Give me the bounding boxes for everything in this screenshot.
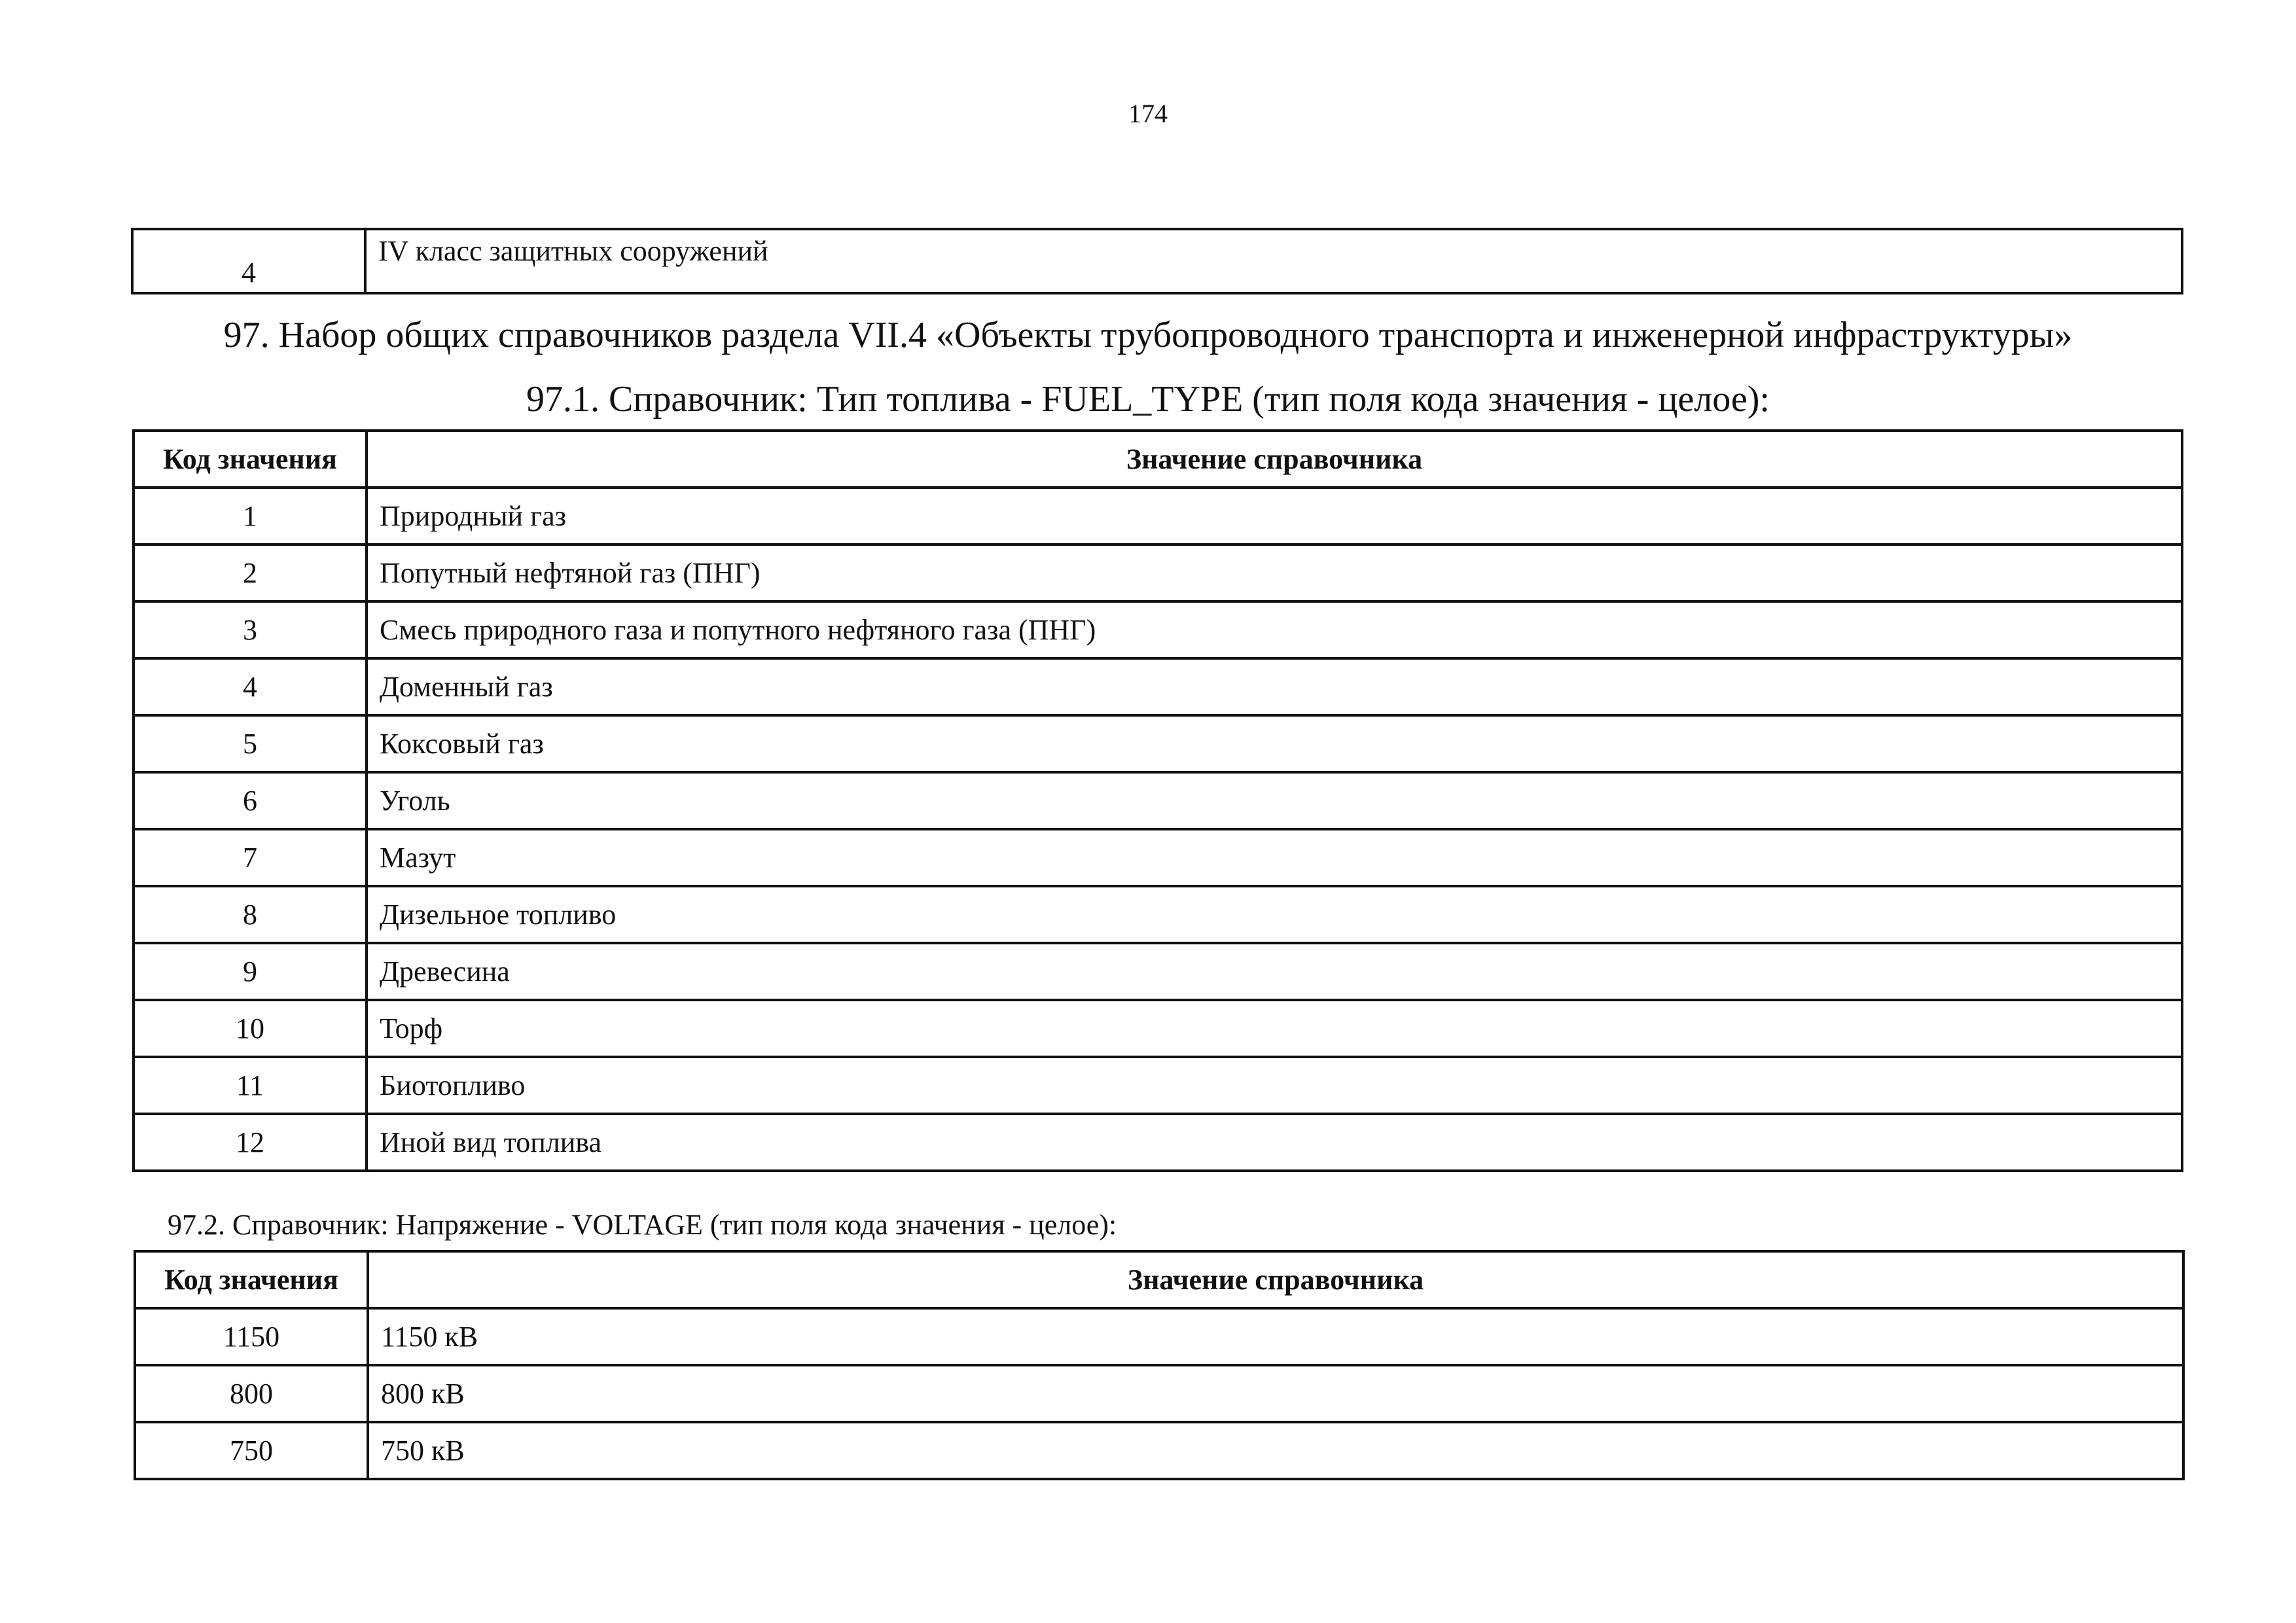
table-row — [135, 1365, 2183, 1422]
voltage-title: 97.2. Справочник: Напряжение - VOLTAGE (тип поля кода значения - целое): — [168, 1209, 1117, 1241]
value-cell: Иной вид топлива — [367, 1114, 2182, 1171]
table-row — [134, 658, 2182, 715]
table-row — [134, 1057, 2182, 1114]
table-row — [134, 601, 2182, 658]
code-cell: 750 — [135, 1422, 368, 1479]
value-cell: Биотопливо — [367, 1057, 2182, 1114]
header-code: Код значения — [135, 1251, 368, 1308]
value-cell: 750 кВ — [368, 1422, 2183, 1479]
header-value: Значение справочника — [368, 1251, 2183, 1308]
code-cell: 1 — [134, 488, 367, 544]
header-value: Значение справочника — [367, 431, 2182, 488]
value-cell: IV класс защитных сооружений — [365, 229, 2182, 293]
voltage-table — [134, 1250, 2185, 1480]
table-row — [135, 1422, 2183, 1479]
table-header-row — [135, 1251, 2183, 1308]
code-cell: 11 — [134, 1057, 367, 1114]
header-code: Код значения — [134, 431, 367, 488]
table-row — [134, 886, 2182, 943]
code-cell: 6 — [134, 772, 367, 829]
section-97-title: 97. Набор общих справочников раздела VII.4 «Объекты трубопроводного транспорта и инженерной инфраструктуры» — [223, 315, 2073, 355]
continuation-table — [131, 228, 2183, 294]
table-row — [134, 829, 2182, 886]
table-row — [134, 1114, 2182, 1171]
table-row — [134, 544, 2182, 601]
value-cell: Дизельное топливо — [367, 886, 2182, 943]
code-cell: 4 — [134, 658, 367, 715]
fuel-type-table — [132, 429, 2183, 1172]
code-cell: 800 — [135, 1365, 368, 1422]
page-number: 174 — [1128, 99, 1168, 128]
table-row — [134, 488, 2182, 544]
value-cell: 1150 кВ — [368, 1308, 2183, 1365]
table-row — [134, 1000, 2182, 1057]
fuel-type-title: 97.1. Справочник: Тип топлива - FUEL_TYPE (тип поля кода значения - целое): — [526, 379, 1770, 419]
code-cell: 5 — [134, 715, 367, 772]
value-cell: Мазут — [367, 829, 2182, 886]
code-cell: 1150 — [135, 1308, 368, 1365]
value-cell: Коксовый газ — [367, 715, 2182, 772]
code-cell: 3 — [134, 601, 367, 658]
table-row — [134, 715, 2182, 772]
table-row — [134, 772, 2182, 829]
code-cell: 8 — [134, 886, 367, 943]
value-cell: Доменный газ — [367, 658, 2182, 715]
table-row — [135, 1308, 2183, 1365]
value-cell: Природный газ — [367, 488, 2182, 544]
code-cell: 12 — [134, 1114, 367, 1171]
value-cell: Уголь — [367, 772, 2182, 829]
value-cell: Древесина — [367, 943, 2182, 1000]
table-header-row — [134, 431, 2182, 488]
code-cell: 7 — [134, 829, 367, 886]
value-cell: 800 кВ — [368, 1365, 2183, 1422]
value-cell: Торф — [367, 1000, 2182, 1057]
table-row — [132, 229, 2182, 293]
value-cell: Смесь природного газа и попутного нефтяного газа (ПНГ) — [367, 601, 2182, 658]
code-cell: 2 — [134, 544, 367, 601]
value-cell: Попутный нефтяной газ (ПНГ) — [367, 544, 2182, 601]
code-cell: 9 — [134, 943, 367, 1000]
table-row — [134, 943, 2182, 1000]
code-cell: 10 — [134, 1000, 367, 1057]
code-cell: 4 — [132, 229, 365, 293]
